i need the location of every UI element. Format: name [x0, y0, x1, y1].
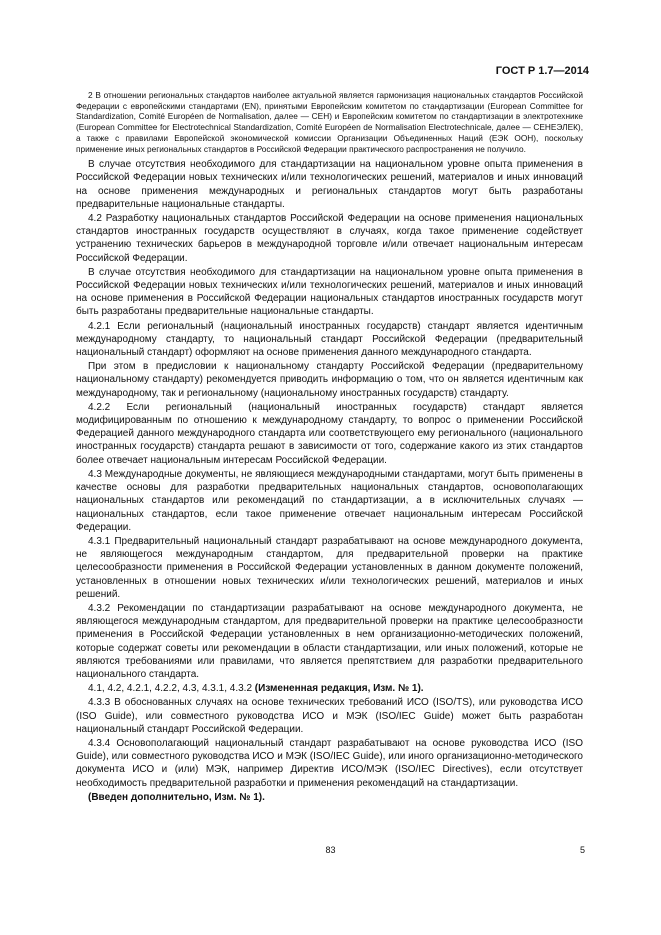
amendment-label: (Измененная редакция, Изм. № 1).: [254, 683, 424, 695]
page-number-right: 5: [579, 845, 585, 855]
document-id: ГОСТ Р 1.7—2014: [495, 65, 589, 77]
page-number-center: 83: [325, 845, 336, 855]
paragraph-4-2-1: 4.2.1 Если региональный (национальный иностранных государств) стандарт является идентичным международному стандарту, то национальный стандарт Российской Федерации (предварительный национальный стандарт) оформляют на основе применения данного международного стандарта.: [76, 320, 583, 359]
paragraph-4-3: 4.3 Международные документы, не являющиеся международными стандартами, могут быть применены в качестве основы для разработки предварительных национальных стандартов, основополагающих национальных стандартов или рекомендаций по стандартизации, а в исключительных случаях — национальных стандартов, если такое применение отвечает национальным интересам Российской Федерации.: [76, 468, 583, 533]
page-body: [76, 90, 583, 804]
paragraph-4-3-2: 4.3.2 Рекомендации по стандартизации разрабатывают на основе международного документа, не являющегося международным стандартом, для предварительной проверки на практике целесообразности применения в Российской Федерации установленных в нем организационно-методических положений, которые содержат советы или рекомендации в области стандартизации, или иных положений, которые не являются требованиями или правилами, что является препятствием для разработки предварительного национального стандарта.: [76, 602, 583, 680]
paragraph: При этом в предисловии к национальному стандарту Российской Федерации (предварительному национальному стандарту) рекомендуется приводить информацию о том, что он является идентичным как международному, так и региональному (национальному иностранных государств) стандарту.: [76, 361, 583, 399]
paragraph-4-2: 4.2 Разработку национальных стандартов Российской Федерации на основе применения национальных стандартов иностранных государств осуществляют в случаях, когда такое применение содействует устранению технических барьеров в международной торговле и/или отвечает национальным интересам Российской Федерации.: [76, 213, 583, 264]
amendment-line: [76, 682, 583, 695]
paragraph: В случае отсутствия необходимого для стандартизации на национальном уровне опыта применения в Российской Федерации новых технических и/или технологических решений, материалов и иных инноваций на основе применения международных и региональных стандартов могут быть разработаны предварительные национальные стандарты.: [76, 159, 583, 210]
paragraph-4-3-4: 4.3.4 Основополагающий национальный стандарт разрабатывают на основе руководства ИСО (ISO Guide), или совместного руководства ИСО и МЭК (ISO/IEC Guide), или иного организационно-методического документа ИСО и (или) МЭК, например Директив ИСО/МЭК (ISO/IEC Directives), если отсутствует необходимость предварительной разработки и применения рекомендаций на стандартизации.: [76, 737, 583, 789]
paragraph-4-3-1: 4.3.1 Предварительный национальный стандарт разрабатывают на основе международного документа, не являющегося международным стандартом, для предварительной проверки на практике целесообразности применения в Российской Федерации установленных в данном документе положений, установленных в отношении новых технических и/или технологических решений, материалов и иных решений.: [76, 535, 583, 600]
paragraph: В случае отсутствия необходимого для стандартизации на национальном уровне опыта применения в Российской Федерации новых технических и/или технологических решений, материалов и иных инноваций на основе применения в Российской Федерации национальных стандартов иностранных государств могут быть разработаны предварительные национальные стандарты.: [76, 266, 583, 318]
paragraph-4-2-2: 4.2.2 Если региональный (национальный иностранных государств) стандарт является модифицированным по отношению к международному стандарту, то вопрос о применении Российской Федерацией данного международного стандарта или соответствующего ему регионального (национального иностранных государств) стандарта решают в зависимости от того, содержание какого из этих стандартов более отвечает национальным интересам Российской Федерации.: [76, 401, 583, 466]
paragraph-4-3-3: 4.3.3 В обоснованных случаях на основе технических требований ИСО (ISO/TS), или руководства ИСО (ISO Guide), или совместного руководства ИСО и МЭК (ISO/IEC Guide) может быть разработан национальный стандарт Российской Федерации.: [76, 697, 583, 735]
introduced-note: (Введен дополнительно, Изм. № 1).: [88, 791, 265, 803]
note-paragraph: 2 В отношении региональных стандартов наиболее актуальной является гармонизация национальных стандартов Российской Федерации с европейскими стандартами (EN), принятыми Европейским комитетом по стандартизации (European Committee for Standardization, Comité Européen de Normalisation, далее — CEH) и Европейским комитетом по стандартизации в электротехнике (European Committee for Electrotechnical Standardization, Comité Européen de Normalisation Electrotechnicale, далее — СЕНЕЭЛЕК), а также с правилами Европейской экономической комиссии Организации Объединенных Наций (ЕЭК ООН), поскольку применение иных региональных стандартов в Российской Федерации практического распространения не получило.: [76, 90, 583, 154]
amendment-refs: 4.1, 4.2, 4.2.1, 4.2.2, 4.3, 4.3.1, 4.3.2: [88, 683, 253, 695]
